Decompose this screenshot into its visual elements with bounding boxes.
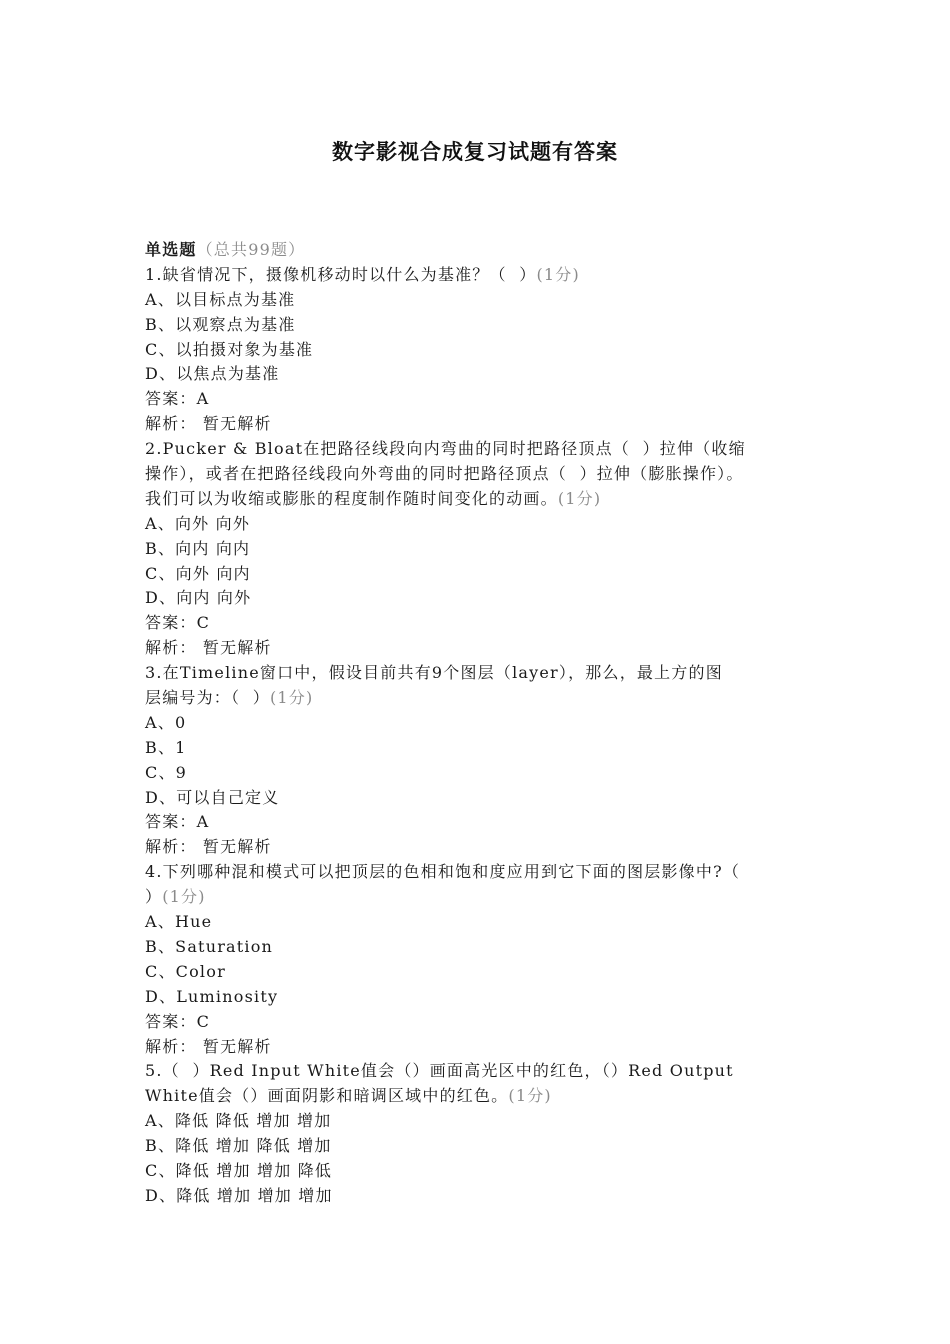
option-a: A、以目标点为基准	[145, 289, 296, 309]
question-text-line-1: 4.下列哪种混和模式可以把顶层的色相和饱和度应用到它下面的图层影像中?（	[145, 862, 741, 882]
question-text-line-3: 我们可以为收缩或膨胀的程度制作随时间变化的动画。(1分)	[145, 488, 602, 508]
question-1	[145, 263, 825, 437]
question-score: (1分)	[508, 1086, 552, 1106]
question-text-line-2: 操作），或者在把路径线段向外弯曲的同时把路径顶点（ ）拉伸（膨胀操作）。	[145, 464, 744, 484]
question-3	[145, 661, 825, 860]
question-score: (1分)	[536, 264, 580, 284]
answer: 答案：C	[145, 613, 211, 633]
question-2	[145, 437, 825, 661]
document-title: 数字影视合成复习试题有答案	[332, 139, 618, 164]
option-b: B、降低 增加 降低 增加	[145, 1136, 332, 1156]
question-5	[145, 1059, 825, 1208]
option-a: A、Hue	[145, 912, 213, 932]
option-d: D、降低 增加 增加 增加	[145, 1185, 333, 1205]
option-c: C、降低 增加 增加 降低	[145, 1160, 333, 1180]
analysis: 解析： 暂无解析	[145, 1036, 272, 1056]
section-label: 单选题	[145, 240, 197, 259]
question-text-line-2: 层编号为：（ ）(1分)	[145, 688, 314, 708]
option-c: C、Color	[145, 961, 226, 981]
question-score: (1分)	[269, 688, 314, 708]
option-b: B、向内 向内	[145, 538, 251, 558]
question-text-line-1: 2.Pucker & Bloat在把路径线段向内弯曲的同时把路径顶点（ ）拉伸（收缩	[145, 439, 746, 459]
option-d: D、向内 向外	[145, 588, 252, 608]
question-text-line-2: ）(1分)	[145, 887, 206, 907]
section-count: （总共99题）	[196, 240, 306, 259]
answer: 答案：A	[145, 812, 210, 832]
analysis: 解析： 暂无解析	[145, 837, 272, 857]
analysis: 解析： 暂无解析	[145, 638, 272, 658]
option-c: C、以拍摄对象为基准	[145, 339, 314, 359]
question-text-line-1: 3.在Timeline窗口中，假设目前共有9个图层（layer），那么，最上方的图	[145, 663, 723, 683]
option-b: B、1	[145, 737, 187, 757]
answer: 答案：C	[145, 1011, 211, 1031]
question-score: (1分)	[557, 488, 602, 508]
analysis: 解析： 暂无解析	[145, 414, 272, 434]
option-b: B、以观察点为基准	[145, 314, 296, 334]
option-d: D、Luminosity	[145, 986, 279, 1006]
question-text: 1.缺省情况下，摄像机移动时以什么为基准？（ ）(1分)	[145, 264, 580, 284]
question-score: (1分)	[162, 887, 206, 907]
option-a: A、向外 向外	[145, 513, 251, 533]
question-4	[145, 860, 825, 1059]
option-b: B、Saturation	[145, 936, 274, 956]
option-d: D、可以自己定义	[145, 787, 280, 807]
question-list	[145, 238, 825, 1209]
option-a: A、0	[145, 712, 187, 732]
option-c: C、向外 向内	[145, 563, 251, 583]
question-text-line-1: 5.（ ）Red Input White值会（）画面高光区中的红色，（）Red Output	[145, 1061, 734, 1081]
section-heading	[145, 238, 825, 263]
option-a: A、降低 降低 增加 增加	[145, 1111, 332, 1131]
option-d: D、以焦点为基准	[145, 364, 280, 384]
answer: 答案：A	[145, 389, 210, 409]
question-text-line-2: White值会（）画面阴影和暗调区域中的红色。(1分)	[145, 1086, 552, 1106]
option-c: C、9	[145, 762, 188, 782]
